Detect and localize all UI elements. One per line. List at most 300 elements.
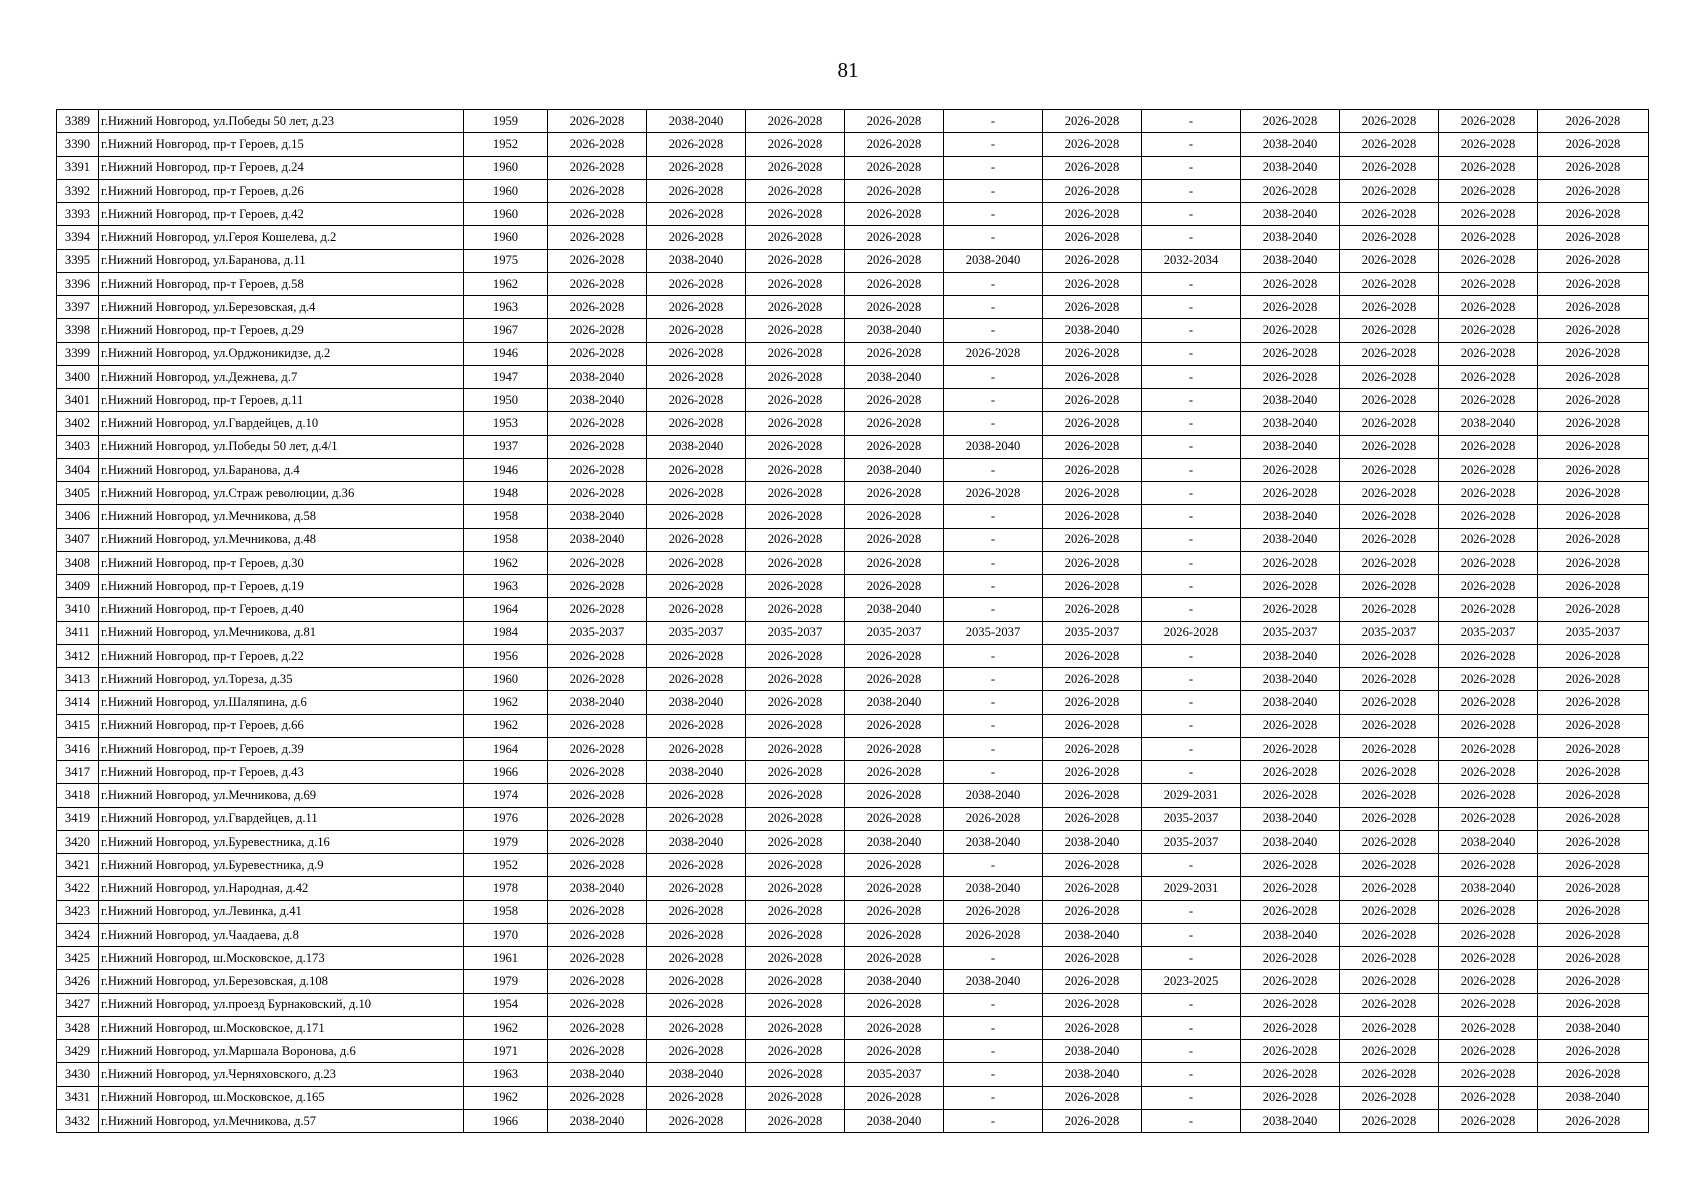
repair-period-cell: 2026-2028 — [1439, 598, 1538, 621]
address-cell: г.Нижний Новгород, пр-т Героев, д.39 — [99, 737, 464, 760]
repair-period-cell: 2038-2040 — [944, 435, 1043, 458]
repair-period-cell: - — [1142, 761, 1241, 784]
address-cell: г.Нижний Новгород, ул.Гвардейцев, д.11 — [99, 807, 464, 830]
row-number-cell: 3400 — [57, 365, 99, 388]
repair-period-cell: 2038-2040 — [845, 830, 944, 853]
repair-period-cell: 2038-2040 — [1439, 830, 1538, 853]
repair-period-cell: 2026-2028 — [1241, 784, 1340, 807]
repair-period-cell: 2026-2028 — [1340, 272, 1439, 295]
table-row — [57, 737, 1649, 760]
repair-period-cell: 2026-2028 — [548, 644, 647, 667]
repair-period-cell: 2026-2028 — [1043, 551, 1142, 574]
repair-period-cell: - — [1142, 156, 1241, 179]
repair-period-cell: 2026-2028 — [845, 714, 944, 737]
repair-period-cell: 2026-2028 — [746, 947, 845, 970]
repair-period-cell: 2026-2028 — [1439, 714, 1538, 737]
repair-period-cell: 2026-2028 — [1538, 668, 1649, 691]
repair-period-cell: 2026-2028 — [1241, 993, 1340, 1016]
repair-period-cell: 2026-2028 — [1043, 389, 1142, 412]
repair-period-cell: - — [944, 458, 1043, 481]
repair-period-cell: 2026-2028 — [1439, 505, 1538, 528]
repair-period-cell: 2038-2040 — [548, 1109, 647, 1132]
row-number-cell: 3404 — [57, 458, 99, 481]
repair-period-cell: 2026-2028 — [1043, 970, 1142, 993]
repair-period-cell: 2035-2037 — [746, 621, 845, 644]
repair-period-cell: 2026-2028 — [548, 993, 647, 1016]
repair-period-cell: 2038-2040 — [1043, 830, 1142, 853]
repair-period-cell: 2026-2028 — [1043, 296, 1142, 319]
repair-period-cell: 2026-2028 — [1340, 784, 1439, 807]
table-row — [57, 179, 1649, 202]
repair-period-cell: - — [1142, 133, 1241, 156]
address-cell: г.Нижний Новгород, ул.проезд Бурнаковский, д.10 — [99, 993, 464, 1016]
repair-period-cell: 2026-2028 — [746, 993, 845, 1016]
table-row — [57, 226, 1649, 249]
repair-period-cell: 2026-2028 — [845, 1040, 944, 1063]
row-number-cell: 3418 — [57, 784, 99, 807]
repair-period-cell: 2026-2028 — [1043, 993, 1142, 1016]
repair-period-cell: - — [1142, 435, 1241, 458]
address-cell: г.Нижний Новгород, ш.Московское, д.171 — [99, 1016, 464, 1039]
repair-period-cell: 2038-2040 — [548, 1063, 647, 1086]
repair-period-cell: 2026-2028 — [1439, 203, 1538, 226]
row-number-cell: 3389 — [57, 110, 99, 133]
repair-period-cell: 2026-2028 — [647, 877, 746, 900]
row-number-cell: 3431 — [57, 1086, 99, 1109]
table-row — [57, 203, 1649, 226]
repair-period-cell: 2026-2028 — [647, 389, 746, 412]
year-built-cell: 1950 — [464, 389, 548, 412]
repair-period-cell: 2026-2028 — [1043, 226, 1142, 249]
repair-period-cell: 2026-2028 — [1439, 1040, 1538, 1063]
repair-period-cell: 2038-2040 — [1241, 389, 1340, 412]
repair-period-cell: 2026-2028 — [1439, 900, 1538, 923]
row-number-cell: 3402 — [57, 412, 99, 435]
repair-period-cell: 2026-2028 — [647, 505, 746, 528]
repair-period-cell: 2026-2028 — [1241, 110, 1340, 133]
repair-period-cell: 2026-2028 — [845, 110, 944, 133]
table-body — [57, 110, 1649, 1133]
year-built-cell: 1962 — [464, 691, 548, 714]
repair-period-cell: 2038-2040 — [1241, 1109, 1340, 1132]
repair-period-cell: 2026-2028 — [1439, 272, 1538, 295]
repair-period-cell: 2038-2040 — [647, 1063, 746, 1086]
repair-period-cell: 2026-2028 — [1340, 575, 1439, 598]
row-number-cell: 3425 — [57, 947, 99, 970]
row-number-cell: 3420 — [57, 830, 99, 853]
table-row — [57, 900, 1649, 923]
repair-period-cell: 2026-2028 — [1538, 970, 1649, 993]
repair-period-cell: 2038-2040 — [1439, 877, 1538, 900]
repair-period-cell: 2026-2028 — [1241, 342, 1340, 365]
row-number-cell: 3424 — [57, 923, 99, 946]
address-cell: г.Нижний Новгород, ул.Березовская, д.4 — [99, 296, 464, 319]
repair-period-cell: 2026-2028 — [746, 365, 845, 388]
repair-period-cell: 2026-2028 — [746, 737, 845, 760]
repair-period-cell: 2038-2040 — [1538, 1016, 1649, 1039]
repair-period-cell: 2026-2028 — [647, 970, 746, 993]
repair-period-cell: 2026-2028 — [1340, 1109, 1439, 1132]
year-built-cell: 1976 — [464, 807, 548, 830]
repair-period-cell: 2026-2028 — [845, 761, 944, 784]
repair-period-cell: 2026-2028 — [1439, 249, 1538, 272]
repair-period-cell: 2038-2040 — [1043, 1040, 1142, 1063]
table-row — [57, 598, 1649, 621]
table-row — [57, 505, 1649, 528]
repair-period-cell: 2026-2028 — [548, 179, 647, 202]
repair-period-cell: 2026-2028 — [1340, 993, 1439, 1016]
row-number-cell: 3427 — [57, 993, 99, 1016]
repair-period-cell: 2026-2028 — [647, 923, 746, 946]
repair-period-cell: 2026-2028 — [1538, 923, 1649, 946]
repair-period-cell: 2026-2028 — [845, 900, 944, 923]
repair-period-cell: 2026-2028 — [548, 598, 647, 621]
repair-period-cell: 2026-2028 — [1340, 226, 1439, 249]
address-cell: г.Нижний Новгород, ул.Мечникова, д.57 — [99, 1109, 464, 1132]
repair-period-cell: - — [1142, 691, 1241, 714]
repair-period-cell: 2038-2040 — [1241, 226, 1340, 249]
address-cell: г.Нижний Новгород, ул.Маршала Воронова, д.6 — [99, 1040, 464, 1063]
repair-period-cell: 2026-2028 — [944, 923, 1043, 946]
repair-period-cell: 2026-2028 — [1043, 1086, 1142, 1109]
repair-period-cell: 2038-2040 — [647, 249, 746, 272]
repair-period-cell: 2026-2028 — [746, 761, 845, 784]
year-built-cell: 1961 — [464, 947, 548, 970]
repair-period-cell: 2026-2028 — [1340, 319, 1439, 342]
repair-period-cell: - — [944, 110, 1043, 133]
repair-period-cell: 2026-2028 — [1241, 319, 1340, 342]
repair-period-cell: 2026-2028 — [1538, 342, 1649, 365]
repair-period-cell: 2026-2028 — [1043, 249, 1142, 272]
repair-period-cell: 2026-2028 — [746, 900, 845, 923]
repair-period-cell: 2026-2028 — [1538, 156, 1649, 179]
repair-period-cell: 2026-2028 — [1439, 389, 1538, 412]
repair-period-cell: 2026-2028 — [548, 714, 647, 737]
repair-period-cell: 2026-2028 — [647, 598, 746, 621]
table-row — [57, 365, 1649, 388]
address-cell: г.Нижний Новгород, пр-т Героев, д.11 — [99, 389, 464, 412]
repair-period-cell: 2026-2028 — [1538, 389, 1649, 412]
row-number-cell: 3409 — [57, 575, 99, 598]
repair-period-cell: 2026-2028 — [647, 133, 746, 156]
repair-period-cell: 2026-2028 — [1043, 598, 1142, 621]
repair-period-cell: 2038-2040 — [845, 1109, 944, 1132]
repair-period-cell: 2026-2028 — [647, 272, 746, 295]
repair-period-cell: - — [944, 598, 1043, 621]
repair-period-cell: - — [944, 296, 1043, 319]
table-row — [57, 644, 1649, 667]
repair-period-cell: 2029-2031 — [1142, 784, 1241, 807]
repair-period-cell: 2026-2028 — [746, 1040, 845, 1063]
repair-period-cell: 2026-2028 — [845, 389, 944, 412]
repair-period-cell: 2038-2040 — [944, 830, 1043, 853]
repair-period-cell: - — [1142, 412, 1241, 435]
row-number-cell: 3407 — [57, 528, 99, 551]
repair-period-cell: 2026-2028 — [1241, 947, 1340, 970]
repair-period-cell: 2026-2028 — [1340, 1086, 1439, 1109]
repair-period-cell: 2026-2028 — [746, 668, 845, 691]
repair-period-cell: 2026-2028 — [746, 784, 845, 807]
year-built-cell: 1966 — [464, 1109, 548, 1132]
repair-period-cell: 2026-2028 — [1043, 505, 1142, 528]
row-number-cell: 3406 — [57, 505, 99, 528]
repair-period-cell: 2026-2028 — [1043, 528, 1142, 551]
repair-period-cell: - — [1142, 737, 1241, 760]
table-row — [57, 993, 1649, 1016]
repair-period-cell: - — [1142, 598, 1241, 621]
repair-period-cell: 2026-2028 — [1043, 691, 1142, 714]
table-row — [57, 296, 1649, 319]
repair-period-cell: 2026-2028 — [1340, 854, 1439, 877]
address-cell: г.Нижний Новгород, пр-т Героев, д.26 — [99, 179, 464, 202]
repair-period-cell: 2026-2028 — [647, 1086, 746, 1109]
repair-period-cell: 2026-2028 — [944, 900, 1043, 923]
repair-period-cell: 2038-2040 — [1241, 528, 1340, 551]
repair-period-cell: 2026-2028 — [1538, 412, 1649, 435]
repair-period-cell: 2038-2040 — [845, 365, 944, 388]
year-built-cell: 1958 — [464, 528, 548, 551]
address-cell: г.Нижний Новгород, пр-т Героев, д.19 — [99, 575, 464, 598]
row-number-cell: 3397 — [57, 296, 99, 319]
address-cell: г.Нижний Новгород, ул.Мечникова, д.58 — [99, 505, 464, 528]
repair-period-cell: 2026-2028 — [548, 412, 647, 435]
table-row — [57, 1109, 1649, 1132]
repair-period-cell: 2026-2028 — [1538, 784, 1649, 807]
repair-period-cell: - — [944, 761, 1043, 784]
repair-period-cell: 2026-2028 — [1439, 1016, 1538, 1039]
repair-period-cell: - — [944, 947, 1043, 970]
year-built-cell: 1960 — [464, 179, 548, 202]
year-built-cell: 1962 — [464, 551, 548, 574]
repair-period-cell: - — [1142, 110, 1241, 133]
repair-period-cell: 2026-2028 — [1439, 737, 1538, 760]
year-built-cell: 1971 — [464, 1040, 548, 1063]
repair-period-cell: 2026-2028 — [647, 296, 746, 319]
repair-period-cell: 2032-2034 — [1142, 249, 1241, 272]
year-built-cell: 1953 — [464, 412, 548, 435]
repair-period-cell: 2026-2028 — [647, 365, 746, 388]
repair-period-cell: 2035-2037 — [845, 1063, 944, 1086]
repair-period-cell: - — [1142, 528, 1241, 551]
repair-period-cell: 2023-2025 — [1142, 970, 1241, 993]
table-row — [57, 249, 1649, 272]
repair-period-cell: 2038-2040 — [1241, 830, 1340, 853]
repair-period-cell: - — [944, 1016, 1043, 1039]
repair-period-cell: - — [1142, 644, 1241, 667]
repair-period-cell: 2026-2028 — [1538, 551, 1649, 574]
repair-period-cell: 2026-2028 — [548, 807, 647, 830]
repair-period-cell: 2026-2028 — [647, 458, 746, 481]
repair-period-cell: 2026-2028 — [746, 854, 845, 877]
repair-period-cell: - — [944, 551, 1043, 574]
repair-period-cell: 2026-2028 — [746, 272, 845, 295]
year-built-cell: 1958 — [464, 900, 548, 923]
repair-period-cell: 2026-2028 — [647, 714, 746, 737]
repair-period-cell: 2026-2028 — [1538, 319, 1649, 342]
repair-period-cell: 2026-2028 — [845, 784, 944, 807]
repair-period-cell: 2026-2028 — [1439, 993, 1538, 1016]
repair-period-cell: 2026-2028 — [746, 319, 845, 342]
table-row — [57, 784, 1649, 807]
row-number-cell: 3410 — [57, 598, 99, 621]
repair-period-cell: 2026-2028 — [746, 203, 845, 226]
year-built-cell: 1958 — [464, 505, 548, 528]
address-cell: г.Нижний Новгород, пр-т Героев, д.22 — [99, 644, 464, 667]
year-built-cell: 1952 — [464, 854, 548, 877]
address-cell: г.Нижний Новгород, пр-т Героев, д.15 — [99, 133, 464, 156]
repair-period-cell: 2035-2037 — [647, 621, 746, 644]
repair-period-cell: 2026-2028 — [1340, 528, 1439, 551]
repair-period-cell: 2026-2028 — [845, 668, 944, 691]
repair-period-cell: 2035-2037 — [1043, 621, 1142, 644]
repair-period-cell: 2026-2028 — [1043, 179, 1142, 202]
repair-period-cell: - — [1142, 365, 1241, 388]
repair-period-cell: 2026-2028 — [1340, 203, 1439, 226]
repair-period-cell: 2038-2040 — [1241, 156, 1340, 179]
row-number-cell: 3432 — [57, 1109, 99, 1132]
repair-period-cell: - — [944, 993, 1043, 1016]
repair-period-cell: 2026-2028 — [1340, 737, 1439, 760]
repair-period-cell: 2026-2028 — [1538, 110, 1649, 133]
repair-period-cell: - — [1142, 296, 1241, 319]
repair-period-cell: 2038-2040 — [548, 528, 647, 551]
row-number-cell: 3426 — [57, 970, 99, 993]
address-cell: г.Нижний Новгород, ш.Московское, д.173 — [99, 947, 464, 970]
repair-period-cell: - — [1142, 947, 1241, 970]
repair-period-cell: 2026-2028 — [1043, 575, 1142, 598]
table-row — [57, 110, 1649, 133]
address-cell: г.Нижний Новгород, ул.Левинка, д.41 — [99, 900, 464, 923]
repair-period-cell: 2026-2028 — [548, 1086, 647, 1109]
repair-period-cell: 2026-2028 — [845, 993, 944, 1016]
row-number-cell: 3393 — [57, 203, 99, 226]
repair-period-cell: - — [944, 644, 1043, 667]
repair-period-cell: 2035-2037 — [1241, 621, 1340, 644]
year-built-cell: 1984 — [464, 621, 548, 644]
repair-period-cell: 2026-2028 — [1538, 365, 1649, 388]
repair-period-cell: 2026-2028 — [746, 528, 845, 551]
address-cell: г.Нижний Новгород, ул.Мечникова, д.69 — [99, 784, 464, 807]
repair-period-cell: 2026-2028 — [1439, 133, 1538, 156]
repair-period-cell: 2026-2028 — [1241, 482, 1340, 505]
repair-period-cell: 2026-2028 — [1340, 249, 1439, 272]
address-cell: г.Нижний Новгород, пр-т Героев, д.40 — [99, 598, 464, 621]
repair-period-cell: - — [944, 737, 1043, 760]
repair-period-cell: 2026-2028 — [1340, 644, 1439, 667]
repair-period-cell: 2026-2028 — [1439, 784, 1538, 807]
repair-period-cell: 2026-2028 — [1538, 482, 1649, 505]
repair-period-cell: - — [1142, 1016, 1241, 1039]
repair-period-cell: 2035-2037 — [845, 621, 944, 644]
repair-period-cell: 2026-2028 — [1043, 947, 1142, 970]
address-cell: г.Нижний Новгород, ул.Гвардейцев, д.10 — [99, 412, 464, 435]
repair-period-cell: 2026-2028 — [1538, 1040, 1649, 1063]
repair-period-cell: 2038-2040 — [548, 691, 647, 714]
year-built-cell: 1960 — [464, 156, 548, 179]
address-cell: г.Нижний Новгород, ш.Московское, д.165 — [99, 1086, 464, 1109]
repair-period-cell: 2026-2028 — [548, 435, 647, 458]
repair-period-cell: 2026-2028 — [1241, 272, 1340, 295]
repair-period-cell: - — [1142, 854, 1241, 877]
repair-period-cell: 2026-2028 — [845, 923, 944, 946]
repair-period-cell: 2038-2040 — [1043, 923, 1142, 946]
repair-period-cell: 2026-2028 — [548, 830, 647, 853]
repair-period-cell: 2038-2040 — [1241, 644, 1340, 667]
repair-period-cell: 2026-2028 — [1241, 575, 1340, 598]
repair-period-cell: 2026-2028 — [647, 784, 746, 807]
address-cell: г.Нижний Новгород, ул.Мечникова, д.81 — [99, 621, 464, 644]
repair-period-cell: 2026-2028 — [1241, 1040, 1340, 1063]
repair-period-cell: 2026-2028 — [1241, 296, 1340, 319]
repair-period-cell: 2026-2028 — [944, 342, 1043, 365]
repair-period-cell: 2038-2040 — [548, 365, 647, 388]
repair-period-cell: 2026-2028 — [746, 342, 845, 365]
repair-period-cell: 2026-2028 — [548, 854, 647, 877]
repair-period-cell: 2026-2028 — [1340, 342, 1439, 365]
repair-period-cell: 2026-2028 — [1538, 854, 1649, 877]
repair-period-cell: 2026-2028 — [1538, 900, 1649, 923]
repair-period-cell: 2026-2028 — [746, 598, 845, 621]
repair-period-cell: 2026-2028 — [1538, 807, 1649, 830]
repair-period-cell: 2026-2028 — [647, 342, 746, 365]
repair-period-cell: 2026-2028 — [1439, 575, 1538, 598]
repair-period-cell: 2026-2028 — [1340, 947, 1439, 970]
row-number-cell: 3421 — [57, 854, 99, 877]
repair-period-cell: 2026-2028 — [1043, 1016, 1142, 1039]
repair-period-cell: 2026-2028 — [647, 668, 746, 691]
repair-period-cell: - — [944, 179, 1043, 202]
repair-period-cell: - — [944, 575, 1043, 598]
repair-period-cell: 2026-2028 — [845, 156, 944, 179]
repair-period-cell: 2026-2028 — [1142, 621, 1241, 644]
repair-period-cell: 2026-2028 — [548, 226, 647, 249]
repair-period-cell: 2026-2028 — [845, 528, 944, 551]
repair-period-cell: 2026-2028 — [845, 203, 944, 226]
table-row — [57, 319, 1649, 342]
repair-period-cell: 2026-2028 — [1439, 528, 1538, 551]
repair-period-cell: - — [944, 156, 1043, 179]
repair-period-cell: 2026-2028 — [845, 854, 944, 877]
repair-period-cell: 2026-2028 — [746, 482, 845, 505]
repair-period-cell: 2026-2028 — [1241, 1063, 1340, 1086]
repair-period-cell: 2038-2040 — [647, 691, 746, 714]
repair-period-cell: 2026-2028 — [746, 830, 845, 853]
repair-period-cell: 2026-2028 — [548, 551, 647, 574]
repair-period-cell: 2026-2028 — [1043, 714, 1142, 737]
address-cell: г.Нижний Новгород, ул.Баранова, д.4 — [99, 458, 464, 481]
repair-period-cell: 2026-2028 — [1439, 226, 1538, 249]
repair-period-cell: 2026-2028 — [548, 1016, 647, 1039]
address-cell: г.Нижний Новгород, ул.Победы 50 лет, д.4/1 — [99, 435, 464, 458]
address-cell: г.Нижний Новгород, ул.Буревестника, д.9 — [99, 854, 464, 877]
repair-period-cell: - — [1142, 458, 1241, 481]
repair-period-cell: 2026-2028 — [1439, 435, 1538, 458]
repair-period-cell: 2026-2028 — [1439, 319, 1538, 342]
repair-period-cell: 2026-2028 — [548, 458, 647, 481]
repair-period-cell: - — [944, 528, 1043, 551]
repair-period-cell: 2026-2028 — [1043, 342, 1142, 365]
repair-period-cell: 2026-2028 — [548, 923, 647, 946]
repair-period-cell: 2038-2040 — [1241, 249, 1340, 272]
table-row — [57, 528, 1649, 551]
row-number-cell: 3408 — [57, 551, 99, 574]
repair-period-cell: 2026-2028 — [548, 296, 647, 319]
repair-period-cell: 2026-2028 — [548, 319, 647, 342]
repair-period-cell: - — [944, 691, 1043, 714]
repair-period-cell: 2026-2028 — [1043, 435, 1142, 458]
table-row — [57, 342, 1649, 365]
year-built-cell: 1964 — [464, 598, 548, 621]
